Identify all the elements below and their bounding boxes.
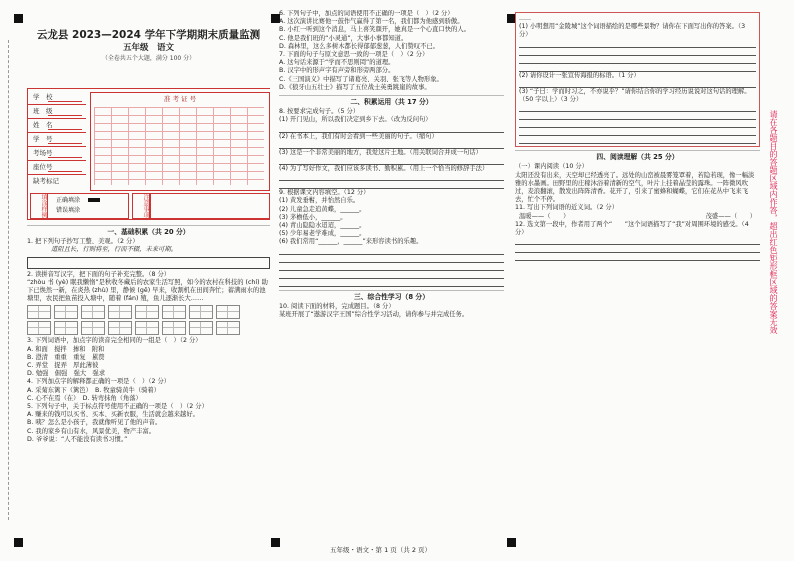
seat-field[interactable]: 座位号 — [28, 159, 86, 175]
answer-line[interactable] — [279, 173, 504, 181]
q10: 10. 阅读下面的材料，完成题目。（8 分） — [279, 302, 395, 310]
section-1-heading: 一、基础积累（共 20 分） — [27, 225, 270, 236]
q2-answer-grid[interactable] — [27, 321, 270, 335]
name-field[interactable]: 姓 名 — [28, 117, 86, 133]
answer-line[interactable] — [515, 245, 760, 253]
section-3-heading: 三、综合性学习（8 分） — [279, 290, 504, 301]
answer-line[interactable] — [519, 128, 756, 136]
q1: 1. 把下列句子抄写工整、美观。（2 分） — [27, 238, 139, 246]
notice-label: 注意事项 — [132, 193, 150, 219]
answer-line[interactable] — [279, 141, 504, 149]
answer-line[interactable] — [279, 157, 504, 165]
q1-text: 道阻且长，行则将至，行而不辍，未来可期。 — [51, 246, 177, 254]
answer-line[interactable] — [279, 125, 504, 133]
answer-line[interactable] — [519, 48, 756, 56]
school-field[interactable]: 学 校 — [28, 89, 86, 105]
answer-line[interactable] — [279, 271, 504, 279]
q5: 5. 下列句子中，关于标点符号使用不正确的一项是（ ）（2 分） — [27, 403, 208, 411]
q10-answer-region: ...... (1) 小明想用“金陵城”这个词语描绘的是哪些景物？请你在下面写出你的答案。（3 分） (2) 请你设计一张宣传海报的标语。（1 分） (3) “子曰：学而时习之，不亦说乎？”请你结合你的学习经历说说对这句话的理解。（50 字以上）（3 分） — [515, 12, 760, 147]
exam-title: 云龙县 2023—2024 学年下学期期末质量监测 — [36, 29, 261, 41]
q2-text: “zhòu 书 (yè) 眠我懒惰”是秋收冬藏后的农家生活写照，如今的农村在科技的 (chí) 助下已焕然一新，在炎热 (zhù) 里，静候 (gē) 早来，收割机在田间奔忙；蓄满雨水的池塘里，农民把鱼苗投入塘中，随着 (fán) 殖，鱼儿逐渐长大…… — [27, 278, 268, 303]
q6: 6. 下列句子中，加点的词语使用不正确的一项是（ ）（2 分） — [279, 10, 454, 17]
q4: 4. 下列加点字的解释都正确的一项是（ ）（2 分） — [27, 378, 171, 386]
section-4-heading: 四、阅读理解（共 25 分） — [515, 150, 760, 161]
exam-number-grid[interactable]: 准 考 证 号 — [90, 92, 270, 191]
student-id-field[interactable]: 学 号 — [28, 131, 86, 147]
answer-line[interactable] — [279, 255, 504, 263]
q7: 7. 下面的句子与原文意思一致的一项是（ ）（2 分） — [279, 51, 429, 59]
q12: 12. 选文第一段中，作者用了两个“ ”这个词语描写了“我”对周围环境的感受。（4 分） — [515, 220, 749, 237]
section-2-heading: 二、积累运用（共 17 分） — [279, 95, 504, 106]
absent-mark-field[interactable]: 缺考标记 — [33, 177, 59, 185]
answer-line[interactable] — [515, 253, 760, 261]
q11: 11. 写出下列词语的近义词。（2 分） — [515, 204, 619, 212]
notice-box — [150, 193, 270, 219]
fill-sample-label: 填涂样例 — [30, 193, 48, 219]
q8: 8. 按要求完成句子。（5 分） — [279, 108, 360, 116]
class-field[interactable]: 班 级 — [28, 103, 86, 119]
column-3: ...... (1) 小明想用“金陵城”这个词语描绘的是哪些景物？请你在下面写出你的答案。（3 分） (2) 请你设计一张宣传海报的标语。（1 分） (3) “子曰：学而时习之，不亦说乎？”请你结合你的学习经历说说对这句话的理解。（50 字以上）（3 分） 四、阅读理解（共 25 分） （一）课内阅读（10 分） 太阳还没有出来，天空却已经透亮了。远处的山峦被晨雾笼罩着，若隐若现，像一幅淡雅的水墨画。田野里的庄稼沐浴着清新的空气，叶片上挂着晶莹的露珠。一阵微风吹过，麦浪翻滚，散发出阵阵清香。花开了，引来了蜜蜂和蝴蝶，它们在花丛中飞来飞去，忙个不停。 11. 写出下列词语的近义词。（2 分） 温暖——（ ） 茂盛——（ ） 12. 选文第一段中，作者用了两个“ ”这个词语描写了“我”对周围环境的感受。（4 分） — [515, 10, 760, 550]
fill-sample-box: 正确填涂 错误填涂 — [48, 193, 129, 219]
filled-example — [88, 198, 100, 202]
exam-note: （全卷共五个大题，满分 100 分） — [101, 55, 196, 62]
answer-line[interactable] — [279, 247, 504, 255]
reading-title: （一）课内阅读（10 分） — [515, 163, 588, 171]
answer-line[interactable] — [519, 80, 756, 88]
q2-answer-grid[interactable] — [27, 305, 270, 319]
binding-line — [8, 40, 10, 520]
answer-line[interactable] — [515, 237, 760, 245]
reading-text: 太阳还没有出来，天空却已经透亮了。远处的山峦被晨雾笼罩着，若隐若现，像一幅淡雅的水墨画。田野里的庄稼沐浴着清新的空气，叶片上挂着晶莹的露珠。一阵微风吹过，麦浪翻滚，散发出阵阵清香。花开了，引来了蜜蜂和蝴蝶，它们在花丛中飞来飞去，忙个不停。 — [515, 171, 755, 204]
section-1: 一、基础积累（共 20 分） 1. 把下列句子抄写工整、美观。（2 分） 道阻且长，行则将至，行而不辍，未来可期。 2. 读拼音写汉字，把下面的句子补充完整。（8 分） “zhòu 书 (yè) 眠我懒惰”是秋收冬藏后的农家生活写照，如今的农村在科技的 (chí) 助下已焕然一新，在炎热 (zhù) 里，静候 (gē) 早来，收割机在田间奔忙；蓄满雨水的池塘里，农民把鱼苗投入塘中，随着 (fán) 殖，鱼儿逐渐长大…… 3. 下列词语中，加点字的读音完全相同的一组是（ ）（2 分） A. 和面 搅拌 掺和 附和 B. 澄清 重重 重复 累赘 C. 弄堂 捉弄 厚此薄彼 D. 勉强 倔强 强大 强求 4. 下列加点字的解释都正确的一项是（ ）（2 分） A. 采菊东篱下（篱笆） B. 牧童骑黄牛（骑着） C. 心不在焉（在） D. 转弯抹角（角落） 5. 下列句子中，关于标点符号使用不正确的一项是（ ）（2 分） A. 赚来的钱可以买书、买本、买新衣服，生活就会越来越好。 B. 咦？怎么是小孩子，我就像听见了他的声音。 C. 我的家乡有山有水，风景优美，物产丰富。 D. 爷爷说：“人不能没有读书习惯。” — [27, 222, 270, 444]
answer-line[interactable] — [279, 279, 504, 287]
student-info-box — [27, 88, 270, 220]
answer-line[interactable] — [519, 104, 756, 112]
answer-line[interactable] — [519, 40, 756, 48]
answer-line[interactable] — [519, 112, 756, 120]
q3: 3. 下列词语中，加点字的读音完全相同的一组是（ ）（2 分） — [27, 337, 202, 345]
exam-room-field[interactable]: 考场号 — [28, 145, 86, 161]
answer-line[interactable] — [519, 136, 756, 144]
answer-line[interactable] — [519, 56, 756, 64]
side-notice: 请在各题目的答题区域内作答，超出红色矩形框区域的答案无效 — [769, 110, 778, 334]
q2: 2. 读拼音写汉字，把下面的句子补充完整。（8 分） — [27, 270, 171, 278]
column-2: 6. 下列句子中，加点的词语使用不正确的一项是（ ）（2 分） A. 这次演讲比赛他一鼓作气赢得了第一名，我们都为他感到骄傲。 B. 小红一听到这个消息，马上喜笑颜开，她真是一个心直口快的人。 C. 他是我们班的“小灵通”，大事小事都知道。 D. 森林里，这么多树木都长得郁郁葱葱，人们赞叹不已。 7. 下面的句子与原文意思一致的一项是（ ）（2 分） A. 这句话来源于“学而不思则罔”的道理。 B. 汉字中的形声字有声旁和形旁两部分。 C.《三国演义》中描写了诸葛亮、关羽、张飞等人物形象。 D.《狼牙山五壮士》描写了五位战士英勇跳崖的故事。 二、积累运用（共 17 分） 8. 按要求完成句子。（5 分） (1) 开门见山，所以我们决定到乡下去。（改为反问句） (2) 在书本上，我们有时会看到一些美丽的句子。（缩句） (3) 这是一个非常美丽的地方，我爱这片土地。（用关联词合并成一句话） (4) 为了写好作文，我们应该多读书、勤积累。（用上一个恰当的修辞手法） 9. 根据课文内容填空。（12 分） (1) 黄发垂髫，并怡然自乐。 (2) 儿童急走追黄蝶，______。 (3) 茅檐低小，______。 (4) 青山隐隐水迢迢，______。 (5) 少年易老学难成，______。 (6) 我们常用“______，______”来形容读书的乐趣。 三、综合性学习（8 分） 10. 阅读下面的材料，完成题目。（8 分） 某班开展了“遨游汉字王国”综合性学习活动，请你参与并完成任务。 — [279, 10, 504, 550]
answer-line[interactable] — [519, 64, 756, 72]
column-1 — [27, 10, 270, 550]
answer-line[interactable] — [279, 263, 504, 271]
corner-marker — [14, 14, 23, 23]
grade-subject: 五年级 语文 — [122, 43, 174, 53]
page-footer: 五年级・语文・第 1 页（共 2 页） — [330, 546, 432, 554]
corner-marker — [14, 538, 23, 547]
q1-answer-box[interactable] — [27, 257, 270, 269]
q9: 9. 根据课文内容填空。（12 分） — [279, 189, 370, 197]
answer-line[interactable] — [519, 120, 756, 128]
